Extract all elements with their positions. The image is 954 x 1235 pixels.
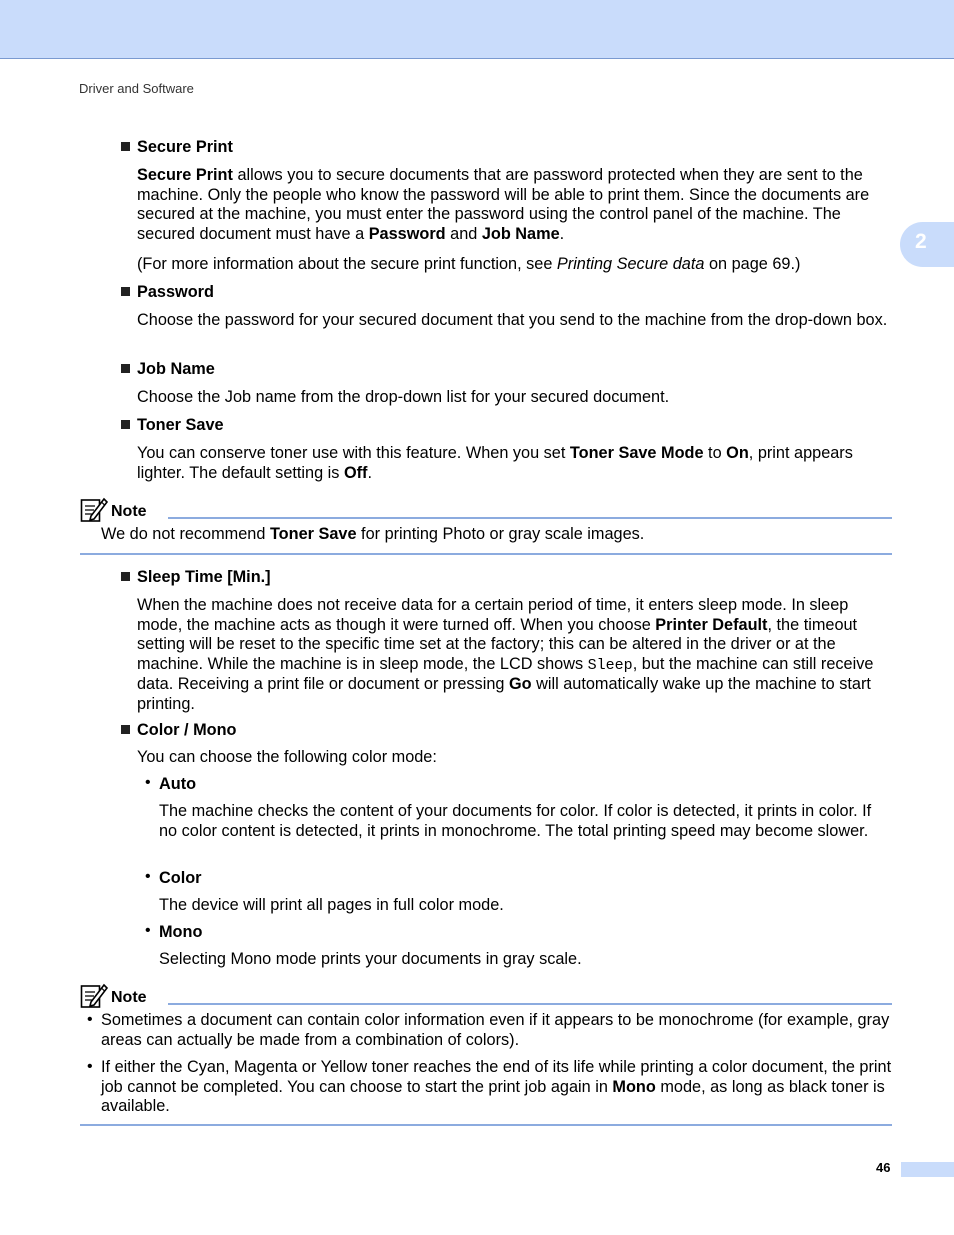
square-bullet-icon [121,364,130,373]
option-mono-description: Selecting Mono mode prints your documents in gray scale. [159,950,582,968]
note-bottom-rule [80,1124,892,1126]
square-bullet-icon [121,420,130,429]
sleep-time-paragraph: When the machine does not receive data for a certain period of time, it enters sleep mode. In sleep mode, the machine acts as though it were turned off. When you choose Printer Default, the timeout setting will be reset to the specific time set at the factory; this can be altered in the driver or at the machine. While the machine is in sleep mode, the LCD shows Sleep, but the machine can still receive data. Receiving a print file or document or pressing Go will automatically wake up the machine to start printing. [137,596,874,713]
job-name-paragraph: Choose the Job name from the drop-down list for your secured document. [137,388,670,406]
square-bullet-icon [121,725,130,734]
note-header [80,496,892,526]
bullet-dot-icon: • [87,1058,93,1075]
pencil-note-icon [80,982,108,1010]
job-name-heading: Job Name [121,359,215,379]
bullet-dot-icon: • [145,922,151,939]
page-number-tab [901,1162,954,1177]
secure-print-reference: (For more information about the secure print function, see Printing Secure data on page 69.) [137,255,801,273]
option-auto-description: The machine checks the content of your documents for color. If color is detected, it prints in color. If no color content is detected, it prints in monochrome. The total printing speed may become slower. [159,802,872,840]
chapter-tab [900,222,954,267]
square-bullet-icon [121,287,130,296]
page-number: 46 [876,1160,891,1175]
password-paragraph: Choose the password for your secured document that you send to the machine from the drop-down box. [137,311,888,329]
option-auto-heading: Auto [159,775,197,793]
toner-save-paragraph: You can conserve toner use with this feature. When you set Toner Save Mode to On, print appears lighter. The default setting is Off. [137,444,853,482]
chapter-number: 2 [915,230,927,253]
bullet-dot-icon: • [87,1011,93,1028]
password-heading: Password [121,282,214,302]
secure-print-heading: Secure Print [121,137,233,157]
square-bullet-icon [121,142,130,151]
note-bottom-rule [80,553,892,555]
secure-print-paragraph: Secure Print allows you to secure documents that are password protected when they are sent to the machine. Only the people who know the password will be able to print them. Since the documents are secured at the machine, you must enter the password using the control panel of the machine. The secured document must have a Password and Job Name. [137,166,870,243]
bullet-dot-icon: • [145,774,151,791]
note-divider [168,1003,892,1005]
color-mono-heading: Color / Mono [121,720,236,740]
note-bullet-text: If either the Cyan, Magenta or Yellow toner reaches the end of its life while printing a color document, the print job cannot be completed. You can choose to start the print job again in Mono mode, as long as black toner is available. [101,1058,892,1116]
note-label: Note [111,989,147,1006]
lcd-text: Sleep [587,656,633,674]
toner-save-heading: Toner Save [121,415,224,435]
square-bullet-icon [121,572,130,581]
option-mono-heading: Mono [159,923,203,941]
header-band [0,0,954,59]
pencil-note-icon [80,496,108,524]
note-header [80,982,892,1012]
note-bullet-text: Sometimes a document can contain color information even if it appears to be monochrome (for example, gray areas can actually be made from a combination of colors). [101,1011,890,1049]
color-mono-intro: You can choose the following color mode: [137,748,437,766]
option-color-heading: Color [159,869,202,887]
cross-reference-link[interactable]: Printing Secure data [556,255,705,273]
option-color-description: The device will print all pages in full color mode. [159,896,504,914]
note-divider [168,517,892,519]
note-label: Note [111,503,147,520]
bullet-dot-icon: • [145,868,151,885]
sleep-time-heading: Sleep Time [Min.] [121,567,271,587]
running-head: Driver and Software [79,81,194,96]
note-text: We do not recommend Toner Save for printing Photo or gray scale images. [101,525,645,543]
